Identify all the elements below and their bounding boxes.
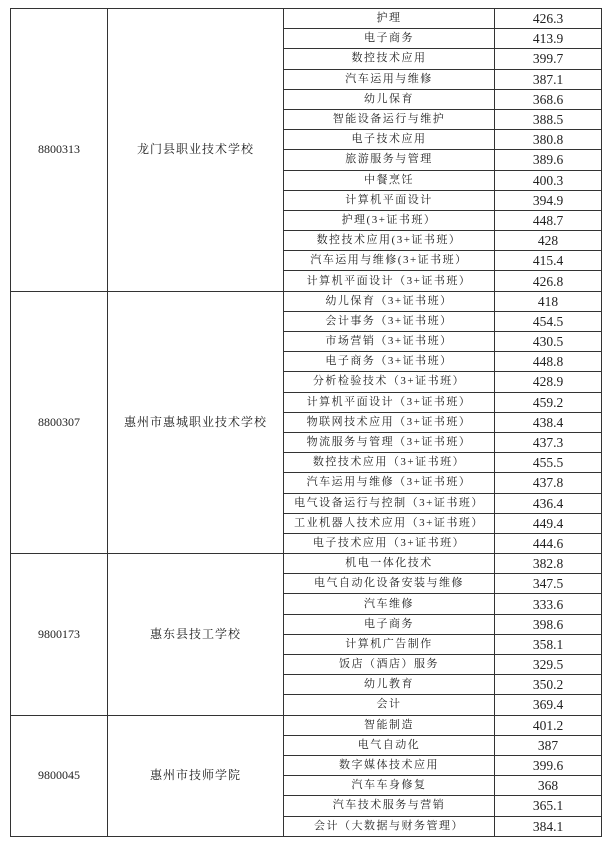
school-code-cell: 8800307 (11, 291, 108, 553)
score-cell: 459.2 (495, 392, 602, 412)
major-cell: 物联网技术应用（3+证书班） (284, 412, 495, 432)
school-code-cell: 8800313 (11, 9, 108, 292)
table-row (11, 715, 602, 735)
major-cell: 汽车车身修复 (284, 776, 495, 796)
major-cell: 电气自动化设备安装与维修 (284, 574, 495, 594)
school-code-cell: 9800045 (11, 715, 108, 836)
major-cell: 数字媒体技术应用 (284, 755, 495, 775)
major-cell: 计算机广告制作 (284, 634, 495, 654)
score-cell: 389.6 (495, 150, 602, 170)
major-cell: 护理 (284, 9, 495, 29)
score-cell: 398.6 (495, 614, 602, 634)
score-cell: 368 (495, 776, 602, 796)
score-cell: 437.8 (495, 473, 602, 493)
major-cell: 中餐烹饪 (284, 170, 495, 190)
score-cell: 455.5 (495, 453, 602, 473)
major-cell: 汽车运用与维修 (284, 69, 495, 89)
school-name-cell: 惠州市技师学院 (108, 715, 284, 836)
score-cell: 418 (495, 291, 602, 311)
major-cell: 计算机平面设计（3+证书班） (284, 392, 495, 412)
school-name-cell: 惠州市惠城职业技术学校 (108, 291, 284, 553)
score-cell: 358.1 (495, 634, 602, 654)
score-cell: 388.5 (495, 109, 602, 129)
major-cell: 数控技术应用 (284, 49, 495, 69)
score-cell: 400.3 (495, 170, 602, 190)
score-cell: 369.4 (495, 695, 602, 715)
major-cell: 幼儿保育 (284, 89, 495, 109)
major-cell: 幼儿保育（3+证书班） (284, 291, 495, 311)
score-cell: 436.4 (495, 493, 602, 513)
major-cell: 智能制造 (284, 715, 495, 735)
score-cell: 350.2 (495, 675, 602, 695)
major-cell: 电气设备运行与控制（3+证书班） (284, 493, 495, 513)
major-cell: 幼儿教育 (284, 675, 495, 695)
major-cell: 计算机平面设计 (284, 190, 495, 210)
score-cell: 449.4 (495, 513, 602, 533)
score-cell: 448.7 (495, 210, 602, 230)
major-cell: 物流服务与管理（3+证书班） (284, 432, 495, 452)
school-name-cell: 惠东县技工学校 (108, 554, 284, 716)
score-cell: 387 (495, 735, 602, 755)
major-cell: 饭店（酒店）服务 (284, 655, 495, 675)
major-cell: 汽车运用与维修（3+证书班） (284, 473, 495, 493)
major-cell: 会计（大数据与财务管理） (284, 816, 495, 836)
major-cell: 会计 (284, 695, 495, 715)
score-cell: 413.9 (495, 29, 602, 49)
table-body (11, 9, 602, 837)
score-cell: 394.9 (495, 190, 602, 210)
major-cell: 电子技术应用（3+证书班） (284, 533, 495, 553)
score-cell: 438.4 (495, 412, 602, 432)
major-cell: 市场营销（3+证书班） (284, 332, 495, 352)
major-cell: 分析检验技术（3+证书班） (284, 372, 495, 392)
table-row (11, 9, 602, 29)
major-cell: 工业机器人技术应用（3+证书班） (284, 513, 495, 533)
score-cell: 387.1 (495, 69, 602, 89)
score-cell: 399.6 (495, 755, 602, 775)
score-cell: 329.5 (495, 655, 602, 675)
score-cell: 399.7 (495, 49, 602, 69)
score-cell: 384.1 (495, 816, 602, 836)
score-cell: 382.8 (495, 554, 602, 574)
major-cell: 会计事务（3+证书班） (284, 311, 495, 331)
major-cell: 电子商务 (284, 614, 495, 634)
score-cell: 448.8 (495, 352, 602, 372)
score-cell: 380.8 (495, 130, 602, 150)
table-row (11, 554, 602, 574)
score-cell: 401.2 (495, 715, 602, 735)
major-cell: 汽车维修 (284, 594, 495, 614)
major-cell: 电子商务（3+证书班） (284, 352, 495, 372)
school-code-cell: 9800173 (11, 554, 108, 716)
major-cell: 数控技术应用(3+证书班） (284, 231, 495, 251)
major-cell: 汽车技术服务与营销 (284, 796, 495, 816)
score-cell: 454.5 (495, 311, 602, 331)
major-cell: 机电一体化技术 (284, 554, 495, 574)
score-cell: 428 (495, 231, 602, 251)
score-cell: 365.1 (495, 796, 602, 816)
admission-score-table (10, 8, 602, 837)
major-cell: 汽车运用与维修(3+证书班） (284, 251, 495, 271)
score-cell: 426.8 (495, 271, 602, 291)
score-cell: 428.9 (495, 372, 602, 392)
score-cell: 426.3 (495, 9, 602, 29)
major-cell: 数控技术应用（3+证书班） (284, 453, 495, 473)
school-name-cell: 龙门县职业技术学校 (108, 9, 284, 292)
score-cell: 444.6 (495, 533, 602, 553)
score-cell: 347.5 (495, 574, 602, 594)
score-cell: 333.6 (495, 594, 602, 614)
major-cell: 电子商务 (284, 29, 495, 49)
major-cell: 护理(3+证书班） (284, 210, 495, 230)
major-cell: 智能设备运行与维护 (284, 109, 495, 129)
major-cell: 电子技术应用 (284, 130, 495, 150)
score-cell: 368.6 (495, 89, 602, 109)
table-row (11, 291, 602, 311)
score-cell: 430.5 (495, 332, 602, 352)
major-cell: 电气自动化 (284, 735, 495, 755)
score-cell: 415.4 (495, 251, 602, 271)
score-cell: 437.3 (495, 432, 602, 452)
major-cell: 旅游服务与管理 (284, 150, 495, 170)
major-cell: 计算机平面设计（3+证书班） (284, 271, 495, 291)
